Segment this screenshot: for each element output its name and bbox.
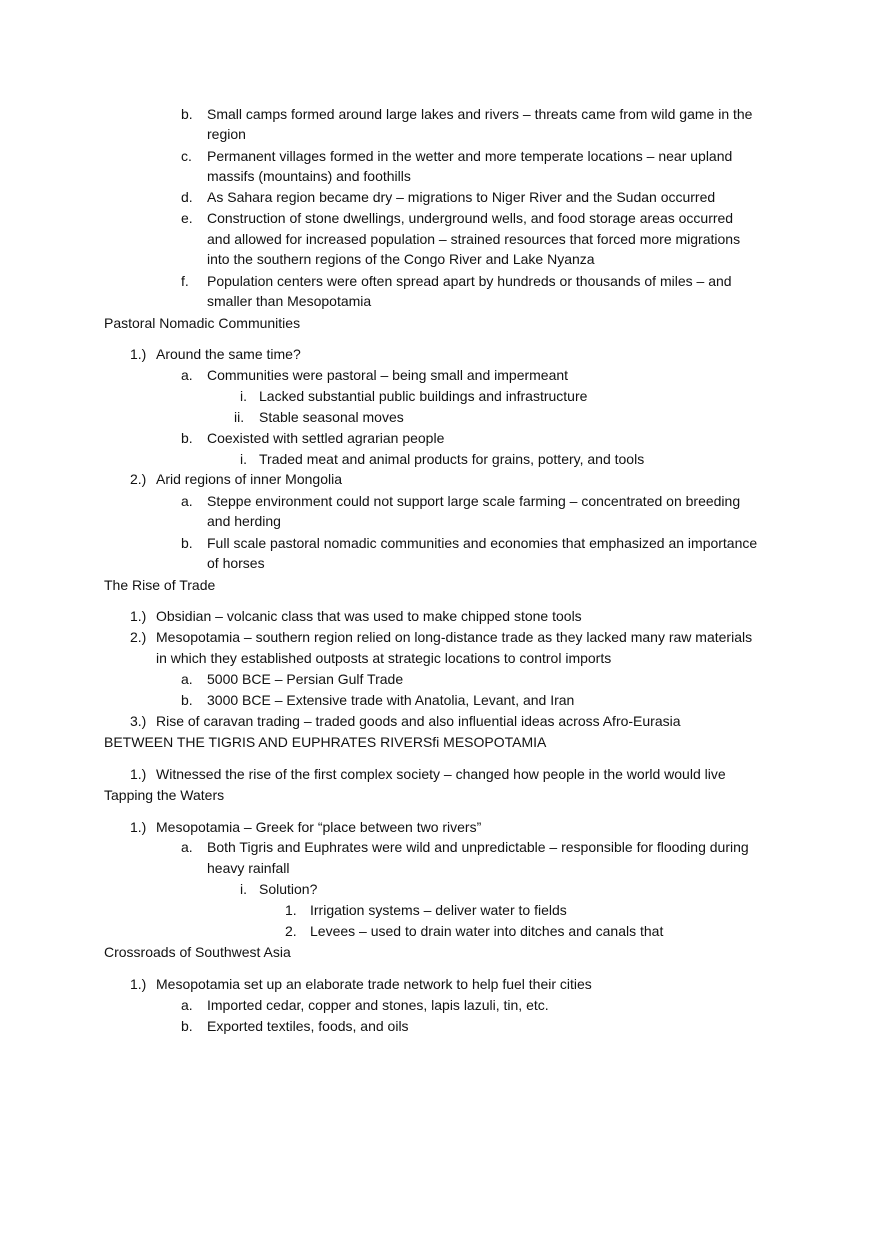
list-marker: 1.)	[130, 608, 147, 624]
list-item-text: Steppe environment could not support large scale farming – concentrated on breeding	[207, 493, 741, 509]
list-item-text: Population centers were often spread apart by hundreds or thousands of miles – and	[207, 273, 732, 289]
list-item-text: in which they established outposts at strategic locations to control imports	[156, 650, 612, 666]
list-marker: b.	[181, 692, 193, 708]
list-item-text: Mesopotamia set up an elaborate trade network to help fuel their cities	[156, 976, 592, 992]
list-item-text: Small camps formed around large lakes and rivers – threats came from wild game in the	[207, 106, 753, 122]
list-marker: a.	[181, 493, 193, 509]
list-marker: i.	[240, 451, 247, 467]
list-marker: d.	[181, 189, 193, 205]
list-marker: 1.)	[130, 976, 147, 992]
list-item-text: Construction of stone dwellings, underground wells, and food storage areas occurred	[207, 210, 734, 226]
list-item-text: Coexisted with settled agrarian people	[207, 430, 445, 446]
list-marker: 2.	[285, 923, 297, 939]
list-marker: 2.)	[130, 629, 147, 645]
list-marker: f.	[181, 273, 189, 289]
list-item-text: smaller than Mesopotamia	[207, 293, 372, 309]
list-item-text: Imported cedar, copper and stones, lapis lazuli, tin, etc.	[207, 997, 549, 1013]
list-item-text: Rise of caravan trading – traded goods and also influential ideas across Afro-Eurasia	[156, 713, 681, 729]
list-item-text: 5000 BCE – Persian Gulf Trade	[207, 671, 404, 687]
list-item-text: Around the same time?	[156, 346, 301, 362]
list-item-text: Solution?	[259, 881, 318, 897]
list-marker: ii.	[234, 409, 245, 425]
list-marker: b.	[181, 430, 193, 446]
list-marker: i.	[240, 388, 247, 404]
list-marker: a.	[181, 367, 193, 383]
list-item-text: Obsidian – volcanic class that was used to make chipped stone tools	[156, 608, 582, 624]
list-item-text: Mesopotamia – southern region relied on long-distance trade as they lacked many raw materials	[156, 629, 753, 645]
list-marker: a.	[181, 839, 193, 855]
list-marker: a.	[181, 671, 193, 687]
list-item-text: Traded meat and animal products for grains, pottery, and tools	[259, 451, 645, 467]
list-marker: e.	[181, 210, 193, 226]
section-heading: The Rise of Trade	[104, 577, 216, 593]
list-marker: 1.)	[130, 819, 147, 835]
list-item-text: Irrigation systems – deliver water to fields	[310, 902, 567, 918]
list-item-text: Communities were pastoral – being small and impermeant	[207, 367, 569, 383]
list-item-text: heavy rainfall	[207, 860, 290, 876]
list-marker: b.	[181, 1018, 193, 1034]
list-marker: 3.)	[130, 713, 147, 729]
list-item-text: massifs (mountains) and foothills	[207, 168, 411, 184]
list-item-text: Exported textiles, foods, and oils	[207, 1018, 409, 1034]
section-heading: Tapping the Waters	[104, 787, 225, 803]
section-heading: BETWEEN THE TIGRIS AND EUPHRATES RIVERSﬁ MESOPOTAMIA	[104, 734, 547, 750]
list-marker: c.	[181, 148, 192, 164]
list-item-text: into the southern regions of the Congo River and Lake Nyanza	[207, 251, 595, 267]
list-marker: 1.)	[130, 346, 147, 362]
list-item-text: Mesopotamia – Greek for “place between two rivers”	[156, 819, 482, 835]
list-item-text: Arid regions of inner Mongolia	[156, 471, 342, 487]
list-item-text: region	[207, 126, 246, 142]
list-marker: 1.)	[130, 766, 147, 782]
list-marker: i.	[240, 881, 247, 897]
list-item-text: and herding	[207, 513, 281, 529]
list-item-text: 3000 BCE – Extensive trade with Anatolia, Levant, and Iran	[207, 692, 575, 708]
list-marker: b.	[181, 106, 193, 122]
list-item-text: Full scale pastoral nomadic communities and economies that emphasized an importance	[207, 535, 758, 551]
list-item-text: Witnessed the rise of the first complex society – changed how people in the world would live	[156, 766, 726, 782]
list-item-text: Both Tigris and Euphrates were wild and unpredictable – responsible for flooding during	[207, 839, 749, 855]
list-item-text: of horses	[207, 555, 265, 571]
list-marker: 1.	[285, 902, 297, 918]
list-item-text: Lacked substantial public buildings and infrastructure	[259, 388, 588, 404]
section-heading: Pastoral Nomadic Communities	[104, 315, 301, 331]
list-item-text: and allowed for increased population – strained resources that forced more migrations	[207, 231, 741, 247]
list-marker: b.	[181, 535, 193, 551]
list-item-text: Stable seasonal moves	[259, 409, 404, 425]
section-heading: Crossroads of Southwest Asia	[104, 944, 291, 960]
list-item-text: Levees – used to drain water into ditches and canals that	[310, 923, 664, 939]
list-marker: a.	[181, 997, 193, 1013]
list-item-text: Permanent villages formed in the wetter and more temperate locations – near upland	[207, 148, 733, 164]
list-item-text: As Sahara region became dry – migrations to Niger River and the Sudan occurred	[207, 189, 716, 205]
list-marker: 2.)	[130, 471, 147, 487]
